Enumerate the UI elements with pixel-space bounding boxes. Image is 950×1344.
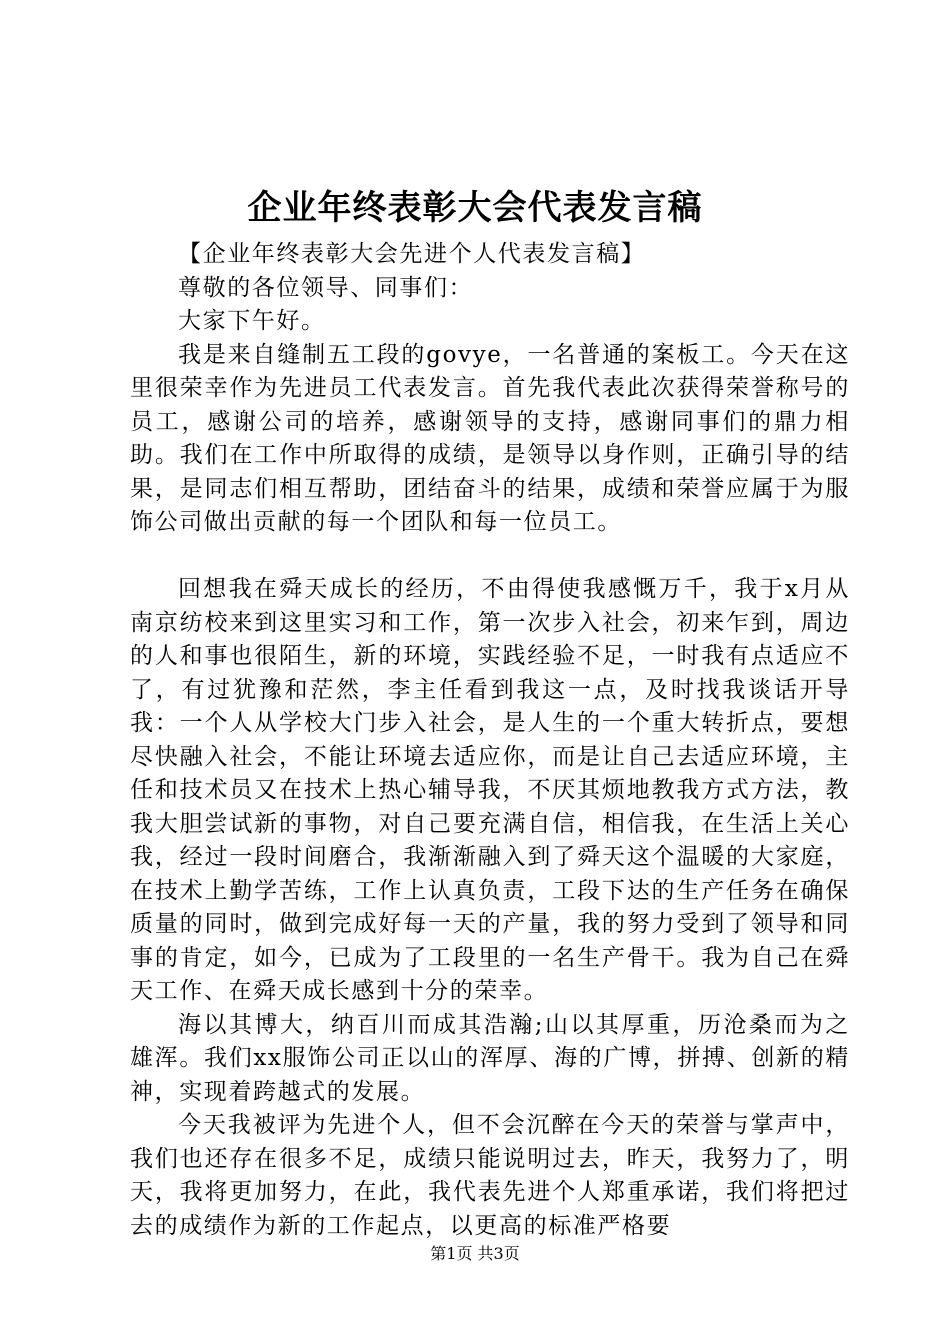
page-footer: 第1页 共3页 [430, 1244, 520, 1263]
paragraph: 海以其博大，纳百川而成其浩瀚;山以其厚重，历沧桑而为之雄浑。我们xx服饰公司正以山的浑厚、海的广博，拼搏、创新的精神，实现着跨越式的发展。 [130, 1011, 850, 1105]
document-title: 企业年终表彰大会代表发言稿 [247, 188, 703, 228]
document-body [130, 238, 850, 1243]
salutation: 尊敬的各位领导、同事们： [178, 274, 474, 301]
paragraph: 回想我在舜天成长的经历，不由得使我感慨万千，我于x月从南京纺校来到这里实习和工作，第一次步入社会，初来乍到，周边的人和事也很陌生，新的环境，实践经验不足，一时我有点适应不了，有过犹豫和茫然，李主任看到我这一点，及时找我谈话开导我：一个人从学校大门步入社会，是人生的一个重大转折点，要想尽快融入社会，不能让环境去适应你，而是让自己去适应环境，主任和技术员又在技术上热心辅导我，不厌其烦地教我方式方法，教我大胆尝试新的事物，对自己要充满自信，相信我，在生活上关心我，经过一段时间磨合，我渐渐融入到了舜天这个温暖的大家庭，在技术上勤学苦练，工作上认真负责，工段下达的生产任务在确保质量的同时，做到完成好每一天的产量，我的努力受到了领导和同事的肯定，如今，已成为了工段里的一名生产骨干。我为自己在舜天工作、在舜天成长感到十分的荣幸。 [130, 576, 850, 1004]
greeting: 大家下午好。 [178, 308, 326, 334]
document-subtitle: 【企业年终表彰大会先进个人代表发言稿】 [178, 241, 646, 267]
paragraph: 今天我被评为先进个人，但不会沉醉在今天的荣誉与掌声中，我们也还存在很多不足，成绩只能说明过去，昨天，我努力了，明天，我将更加努力，在此，我代表先进个人郑重承诺，我们将把过去的成绩作为新的工作起点，以更高的标准严格要 [130, 1112, 850, 1239]
paragraph: 我是来自缝制五工段的govye，一名普通的案板工。今天在这里很荣幸作为先进员工代表发言。首先我代表此次获得荣誉称号的员工，感谢公司的培养，感谢领导的支持，感谢同事们的鼎力相助。我们在工作中所取得的成绩，是领导以身作则，正确引导的结果，是同志们相互帮助，团结奋斗的结果，成绩和荣誉应属于为服饰公司做出贡献的每一个团队和每一位员工。 [130, 341, 850, 535]
